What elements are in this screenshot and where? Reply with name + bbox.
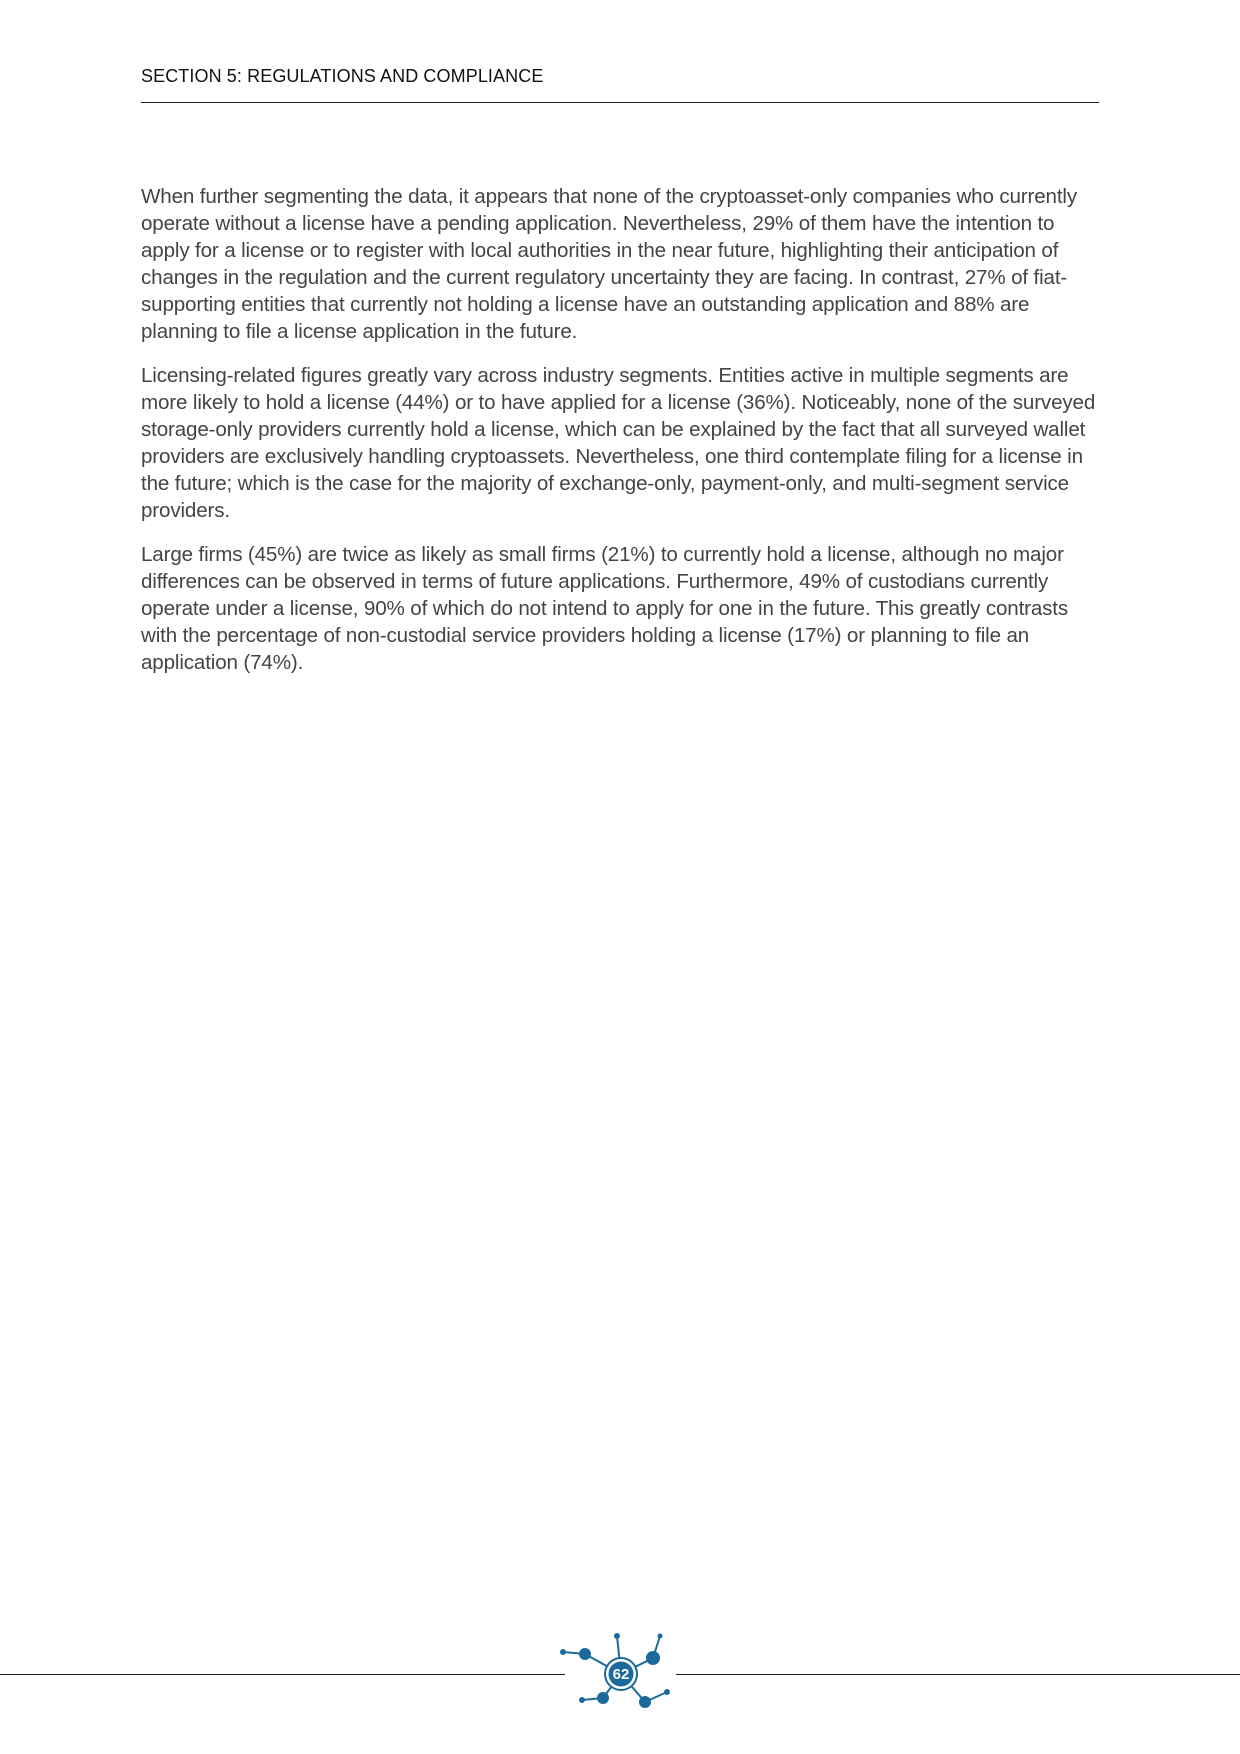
paragraph: When further segmenting the data, it appears that none of the cryptoasset-only companies who currently operate without a license have a pending application. Nevertheless, 29% of them have the intention to apply for a license or to register with local authorities in the near future, highlighting their anticipation of changes in the regulation and the current regulatory uncertainty they are facing. In contrast, 27% of fiat-supporting entities that currently not holding a license have an outstanding application and 88% are planning to file a license application in the future. <box>141 185 1077 343</box>
footer-rule-left <box>0 1674 565 1675</box>
page-number: 62 <box>612 1666 630 1683</box>
page-header <box>141 66 1099 103</box>
footer-rule-right <box>676 1674 1240 1675</box>
body-text <box>141 183 1101 693</box>
section-title: SECTION 5: REGULATIONS AND COMPLIANCE <box>141 66 544 86</box>
paragraph: Licensing-related figures greatly vary across industry segments. Entities active in multiple segments are more likely to hold a license (44%) or to have applied for a license (36%). Noticeably, none of the surveyed storage-only providers currently hold a license, which can be explained by the fact that all surveyed wallet providers are exclusively handling cryptoassets. Nevertheless, one third contemplate filing for a license in the future; which is the case for the majority of exchange-only, payment-only, and multi-segment service providers. <box>141 364 1096 522</box>
paragraph: Large firms (45%) are twice as likely as small firms (21%) to currently hold a license, although no major differences can be observed in terms of future applications. Furthermore, 49% of custodians currently operate under a license, 90% of which do not intend to apply for one in the future. This greatly contrasts with the percentage of non-custodial service providers holding a license (17%) or planning to file an application (74%). <box>141 543 1069 674</box>
